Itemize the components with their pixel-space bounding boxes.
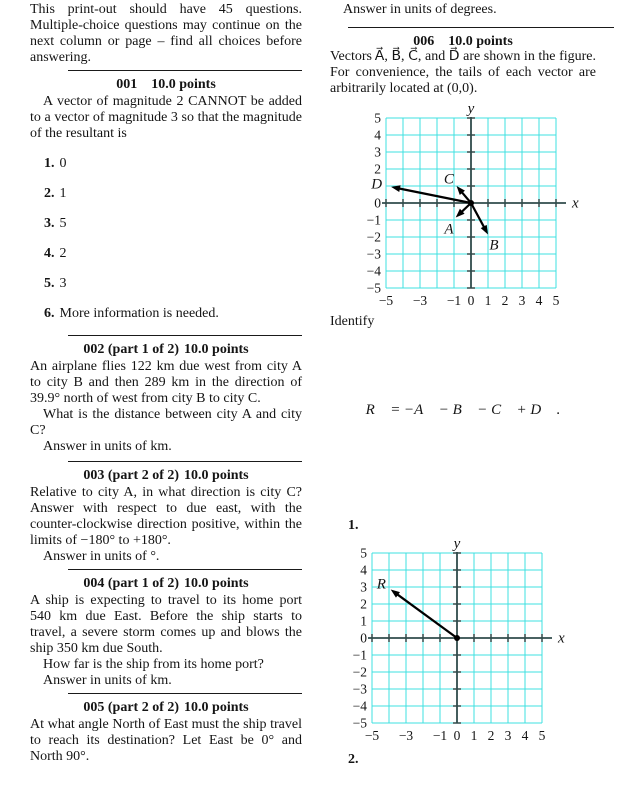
- question-002-prompt: What is the distance between city A and city C?: [30, 407, 302, 438]
- question-003-body: Relative to city A, in what direction is city C? Answer with respect to due east, with the counter-clockwise direction positive, within the limits of −180° to +180°.: [30, 485, 302, 548]
- choice-text: 0: [59, 156, 67, 171]
- question-002-body: An airplane flies 122 km due west from city A to city B and then 289 km in the direction of 39.9° north of west from city B to city C.: [30, 359, 302, 406]
- intro-text: This print-out should have 45 questions. Multiple-choice questions may continue on the next column or page – find all choices before answering.: [30, 2, 302, 65]
- section-divider: [68, 569, 302, 570]
- svg-text:5: 5: [552, 293, 560, 308]
- section-divider: [68, 335, 302, 336]
- svg-text:−3: −3: [398, 728, 414, 743]
- vector-figure-abcd: [356, 102, 586, 319]
- question-002: [30, 335, 302, 455]
- question-001-body: A vector of magnitude 2 CANNOT be added to a vector of magnitude 3 so that the magnitude of the resultant is: [30, 94, 302, 141]
- answer-choice-1: [44, 156, 302, 172]
- question-005: [30, 693, 302, 765]
- question-points: 10.0 points: [184, 468, 249, 483]
- svg-text:3: 3: [504, 728, 512, 743]
- choice-text: 1: [59, 186, 67, 201]
- question-004: [30, 569, 302, 689]
- svg-text:4: 4: [374, 127, 381, 143]
- question-005-body: At what angle North of East must the ship travel to reach its destination? Let East be 0° and North 90°.: [30, 717, 302, 764]
- svg-text:−4: −4: [366, 263, 381, 279]
- question-number: 006: [413, 34, 435, 49]
- answer-choice-6: [44, 306, 302, 322]
- question-002-units: Answer in units of km.: [43, 439, 172, 454]
- svg-text:−3: −3: [352, 681, 367, 697]
- svg-text:−1: −1: [446, 293, 462, 308]
- question-points: 10.0 points: [151, 77, 216, 92]
- question-005-units: Answer in units of degrees.: [343, 2, 497, 17]
- answer-choice-2: [44, 186, 302, 202]
- question-003-heading: [30, 468, 302, 484]
- svg-text:x: x: [558, 630, 565, 647]
- svg-text:A: A: [444, 221, 454, 238]
- question-points: 10.0 points: [448, 34, 513, 49]
- svg-text:−1: −1: [366, 212, 381, 228]
- question-004-heading: [30, 576, 302, 592]
- question-number: 003 (part 2 of 2): [83, 468, 180, 483]
- svg-text:0: 0: [453, 728, 461, 743]
- svg-text:y: y: [467, 102, 475, 117]
- identify-text: Identify: [330, 314, 375, 329]
- section-divider: [68, 461, 302, 462]
- question-003: [30, 461, 302, 565]
- section-divider: [68, 70, 302, 71]
- choice-number: 2.: [44, 186, 55, 201]
- question-points: 10.0 points: [184, 576, 249, 591]
- svg-text:−2: −2: [366, 229, 381, 245]
- svg-text:C: C: [443, 171, 454, 188]
- answer-option-2-label: 2.: [348, 752, 359, 767]
- svg-text:0: 0: [360, 630, 367, 646]
- answer-option-1-label: 1.: [348, 518, 359, 533]
- question-002-heading: [30, 342, 302, 358]
- svg-text:−4: −4: [352, 698, 367, 714]
- svg-text:3: 3: [518, 293, 526, 308]
- vector-figure-r: [342, 537, 572, 754]
- svg-text:4: 4: [535, 293, 543, 308]
- svg-text:R: R: [376, 576, 386, 593]
- question-points: 10.0 points: [184, 700, 249, 715]
- svg-text:−3: −3: [412, 293, 428, 308]
- choice-number: 4.: [44, 246, 55, 261]
- choice-number: 1.: [44, 156, 55, 171]
- svg-text:−1: −1: [432, 728, 448, 743]
- question-006-body: Vectors A⃗, B⃗, C⃗, and D⃗ are shown in the figure. For convenience, the tails of each vector are arbitrarily located at (0,0).: [330, 49, 596, 96]
- section-divider: [68, 693, 302, 694]
- question-number: 004 (part 1 of 2): [83, 576, 180, 591]
- svg-text:0: 0: [467, 293, 475, 308]
- question-001-heading: [30, 77, 302, 93]
- svg-text:5: 5: [360, 545, 367, 561]
- svg-text:2: 2: [360, 596, 367, 612]
- svg-text:3: 3: [360, 579, 367, 595]
- section-divider: [348, 27, 614, 28]
- svg-text:4: 4: [360, 562, 367, 578]
- choice-text: 3: [59, 276, 67, 291]
- svg-text:−2: −2: [352, 664, 367, 680]
- choice-text: More information is needed.: [59, 306, 219, 321]
- question-004-prompt: How far is the ship from its home port?: [43, 657, 264, 672]
- svg-text:1: 1: [360, 613, 367, 629]
- svg-text:5: 5: [374, 110, 381, 126]
- svg-text:3: 3: [374, 144, 381, 160]
- svg-text:2: 2: [374, 161, 381, 177]
- answer-choice-4: [44, 246, 302, 262]
- svg-text:x: x: [572, 195, 579, 212]
- svg-text:−3: −3: [366, 246, 381, 262]
- svg-text:2: 2: [501, 293, 509, 308]
- svg-text:−1: −1: [352, 647, 367, 663]
- question-005-heading: [30, 700, 302, 716]
- question-006-heading: [330, 34, 596, 50]
- question-004-units: Answer in units of km.: [43, 673, 172, 688]
- question-001: [30, 70, 302, 322]
- svg-text:−5: −5: [352, 715, 367, 731]
- svg-text:y: y: [453, 537, 461, 552]
- choice-text: 5: [59, 216, 67, 231]
- svg-text:−5: −5: [378, 293, 394, 308]
- svg-text:1: 1: [484, 293, 492, 308]
- answer-choice-3: [44, 216, 302, 232]
- svg-text:D: D: [371, 176, 383, 193]
- question-number: 002 (part 1 of 2): [83, 342, 180, 357]
- svg-text:2: 2: [487, 728, 495, 743]
- resultant-equation: R⃗ = −A⃗ − B⃗ − C⃗ + D⃗ .: [365, 402, 561, 418]
- question-004-body: A ship is expecting to travel to its home port 540 km due East. Before the ship starts to travel, a severe storm comes up and blows the ship 350 km due South.: [30, 593, 302, 656]
- choice-number: 6.: [44, 306, 55, 321]
- svg-text:1: 1: [470, 728, 478, 743]
- choice-text: 2: [59, 246, 67, 261]
- answer-choice-5: [44, 276, 302, 292]
- svg-text:4: 4: [521, 728, 529, 743]
- svg-text:0: 0: [374, 195, 381, 211]
- choice-number: 5.: [44, 276, 55, 291]
- svg-text:−5: −5: [366, 280, 381, 296]
- question-003-units: Answer in units of °.: [43, 549, 160, 564]
- svg-text:−5: −5: [364, 728, 380, 743]
- question-points: 10.0 points: [184, 342, 249, 357]
- svg-text:5: 5: [538, 728, 546, 743]
- question-number: 001: [116, 77, 138, 92]
- question-number: 005 (part 2 of 2): [83, 700, 180, 715]
- choice-number: 3.: [44, 216, 55, 231]
- svg-text:B: B: [489, 237, 499, 254]
